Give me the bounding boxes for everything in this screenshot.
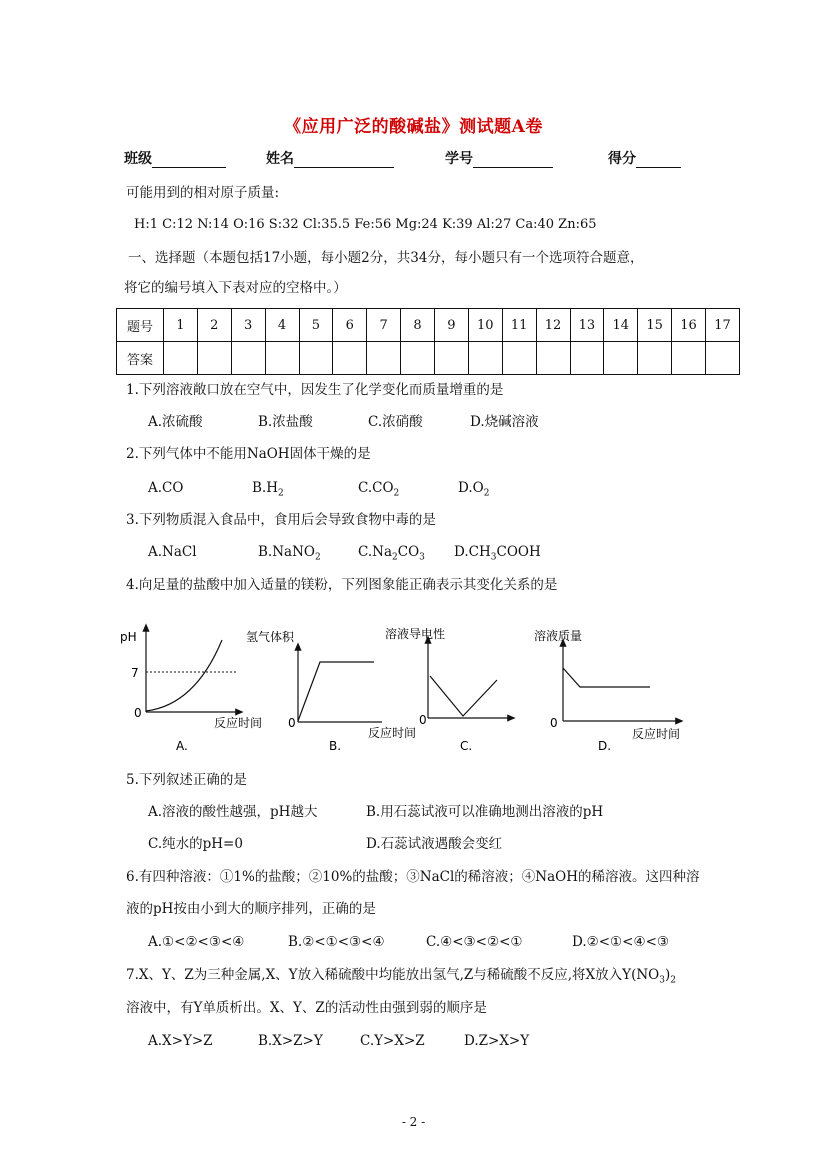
- table-cell: 7: [367, 309, 401, 342]
- q3-option-a: A.NaCl: [148, 544, 197, 560]
- q7-line2: 溶液中，有Y单质析出。X、Y、Z的活动性由强到弱的顺序是: [126, 1000, 487, 1016]
- graph-a-letter: A.: [176, 739, 188, 753]
- answer-cell[interactable]: [197, 342, 231, 375]
- graph-c-x-label: 反应时间: [368, 726, 417, 740]
- graph-d-line: [563, 668, 650, 687]
- table-cell: 9: [435, 309, 469, 342]
- page-number: - 2 -: [401, 1115, 426, 1129]
- q6-option-c: C.④<③<②<①: [426, 934, 523, 950]
- table-cell: 5: [299, 309, 333, 342]
- q6-option-a: A.①<②<③<④: [148, 934, 245, 950]
- q5-stem: 5.下列叙述正确的是: [126, 772, 247, 788]
- atomic-mass-label: 可能用到的相对原子质量:: [126, 185, 280, 201]
- graph-b-tick-0: 0: [288, 716, 296, 730]
- q6-line1: 6.有四种溶液：①1%的盐酸；②10%的盐酸；③NaCl的稀溶液；④NaOH的稀溶液。这四种溶: [126, 869, 700, 885]
- answer-table: [116, 308, 740, 375]
- graph-c: [368, 626, 512, 753]
- page-title: 《应用广泛的酸碱盐》测试题A卷: [284, 117, 543, 137]
- question-number-row: [117, 309, 740, 342]
- q2-option-a: A.CO: [148, 480, 184, 496]
- q5-option-d: D.石蕊试液遇酸会变红: [366, 836, 503, 852]
- section1-line2: 将它的编号填入下表对应的空格中。）: [124, 280, 347, 296]
- name-blank[interactable]: [294, 153, 394, 168]
- answer-cell[interactable]: [265, 342, 299, 375]
- name-label: 姓名: [266, 151, 294, 167]
- answer-cell[interactable]: [299, 342, 333, 375]
- answer-cell[interactable]: [604, 342, 638, 375]
- table-cell: 8: [401, 309, 435, 342]
- answer-cell[interactable]: [401, 342, 435, 375]
- q7-option-a: A.X>Y>Z: [148, 1033, 213, 1049]
- graph-a: [120, 627, 262, 753]
- q5-option-c: C.纯水的pH=0: [148, 836, 243, 852]
- answer-cell[interactable]: [164, 342, 198, 375]
- graph-b-letter: B.: [329, 739, 342, 753]
- q3-option-c: $C.Na_2CO_3$: [358, 544, 425, 563]
- graph-c-letter: C.: [460, 739, 473, 753]
- answer-cell[interactable]: [231, 342, 265, 375]
- graph-a-y-label: pH: [120, 630, 137, 644]
- graph-b-y-label: 氢气体积: [246, 630, 295, 644]
- table-cell: 15: [638, 309, 672, 342]
- score-field: [608, 150, 681, 168]
- atomic-mass-list: H:1 C:12 N:14 O:16 S:32 Cl:35.5 Fe:56 Mg:24 K:39 Al:27 Ca:40 Zn:65: [134, 217, 597, 232]
- answer-cell[interactable]: [502, 342, 536, 375]
- answer-cell[interactable]: [638, 342, 672, 375]
- score-blank[interactable]: [636, 153, 681, 168]
- q1-stem: 1.下列溶液敞口放在空气中，因发生了化学变化而质量增重的是: [126, 382, 504, 398]
- graph-d-letter: D.: [598, 739, 612, 753]
- class-blank[interactable]: [152, 153, 226, 168]
- q2-option-c: $C.CO_2$: [358, 480, 400, 499]
- table-cell: 12: [536, 309, 570, 342]
- graph-d-tick-0: 0: [550, 716, 558, 730]
- graph-c-tick-0: 0: [419, 713, 427, 727]
- table-cell: 10: [468, 309, 502, 342]
- q1-option-a: A.浓硫酸: [148, 414, 203, 430]
- table-cell: 6: [333, 309, 367, 342]
- q5-option-b: B.用石蕊试液可以准确地测出溶液的pH: [366, 804, 604, 820]
- graph-c-line: [430, 676, 497, 716]
- answer-cell[interactable]: [468, 342, 502, 375]
- graph-b: [246, 629, 382, 753]
- class-label: 班级: [124, 151, 152, 167]
- section1-line1: 一、选择题（本题包括17小题，每小题2分，共34分，每小题只有一个选项符合题意，: [128, 250, 644, 266]
- q7-option-d: D.Z>X>Y: [464, 1033, 530, 1049]
- table-cell: 3: [231, 309, 265, 342]
- score-label: 得分: [608, 151, 636, 167]
- student-id-blank[interactable]: [473, 153, 553, 168]
- table-cell: 11: [502, 309, 536, 342]
- q7-line1: 7.X、Y、Z为三种金属,X、Y放入稀硫酸中均能放出氢气,Z与稀硫酸不反应,将X放入$Y(NO_3)_2$: [126, 967, 676, 986]
- q4-stem: 4.向足量的盐酸中加入适量的镁粉，下列图象能正确表示其变化关系的是: [126, 577, 558, 593]
- table-cell: 13: [570, 309, 604, 342]
- q6-option-d: D.②<①<④<③: [572, 934, 669, 950]
- graph-b-line: [298, 662, 374, 721]
- graph-a-tick-0: 0: [134, 706, 142, 720]
- q6-option-b: B.②<①<③<④: [288, 934, 385, 950]
- student-id-label: 学号: [445, 151, 473, 167]
- q4-graphs: [110, 620, 710, 760]
- answer-cell[interactable]: [570, 342, 604, 375]
- class-field: [124, 150, 226, 168]
- graph-d: [534, 628, 680, 753]
- graph-a-curve: [146, 640, 222, 711]
- q2-option-b: $B.H_2$: [252, 480, 284, 499]
- q3-stem: 3.下列物质混入食品中，食用后会导致食物中毒的是: [126, 512, 436, 528]
- answer-cell[interactable]: [672, 342, 706, 375]
- q3-option-d: $D.CH_3COOH$: [454, 544, 541, 563]
- answer-cell[interactable]: [536, 342, 570, 375]
- graph-c-y-label: 溶液导电性: [385, 627, 446, 641]
- table-cell: 4: [265, 309, 299, 342]
- table-cell: 2: [197, 309, 231, 342]
- q5-option-a: A.溶液的酸性越强，pH越大: [148, 804, 318, 820]
- answer-cell[interactable]: [367, 342, 401, 375]
- graph-d-x-label: 反应时间: [632, 727, 681, 741]
- q1-option-d: D.烧碱溶液: [470, 414, 539, 430]
- table-cell: 1: [164, 309, 198, 342]
- q7-option-b: B.X>Z>Y: [258, 1033, 323, 1049]
- graph-a-tick-7: 7: [131, 666, 139, 680]
- graph-a-x-label: 反应时间: [214, 716, 263, 730]
- answer-cell[interactable]: [706, 342, 740, 375]
- answer-cell[interactable]: [333, 342, 367, 375]
- q6-line2: 液的pH按由小到大的顺序排列，正确的是: [126, 901, 376, 917]
- table-cell: 14: [604, 309, 638, 342]
- student-id-field: [445, 150, 553, 168]
- table-cell: 17: [706, 309, 740, 342]
- q1-option-b: B.浓盐酸: [258, 414, 313, 430]
- q3-option-b: B.NaNO$_2$: [258, 544, 321, 563]
- q7-option-c: C.Y>X>Z: [360, 1033, 425, 1049]
- answer-cell[interactable]: [435, 342, 469, 375]
- question-number-header: 题号: [117, 309, 164, 342]
- name-field: [266, 150, 394, 168]
- q2-stem: 2.下列气体中不能用NaOH固体干燥的是: [126, 446, 371, 462]
- graph-d-y-label: 溶液质量: [534, 629, 583, 643]
- q1-option-c: C.浓硝酸: [368, 414, 423, 430]
- table-cell: 16: [672, 309, 706, 342]
- answer-header: 答案: [117, 342, 164, 375]
- answer-row: [117, 342, 740, 375]
- q2-option-d: $D.O_2$: [458, 480, 490, 499]
